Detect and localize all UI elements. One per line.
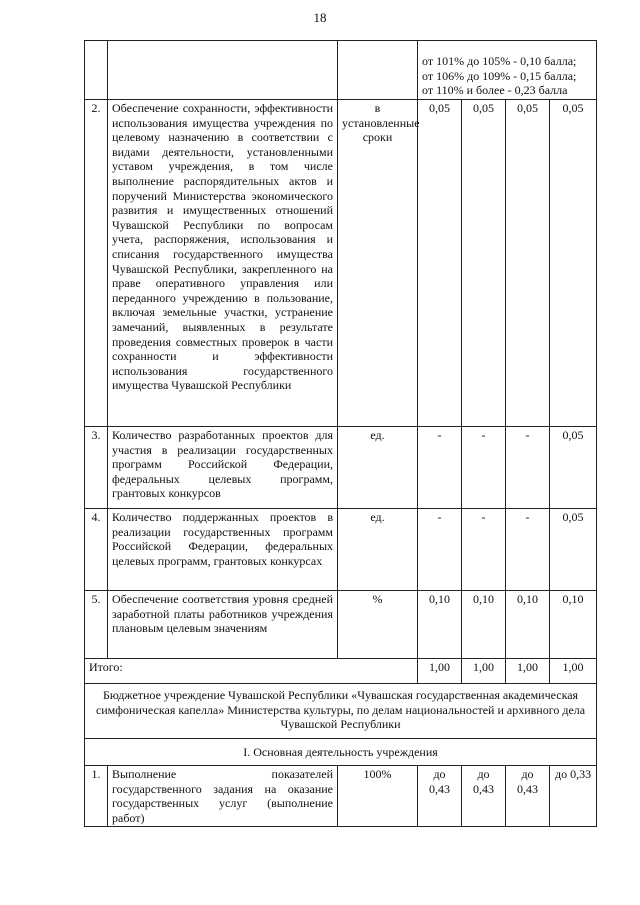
cell-value-2: -	[462, 427, 506, 509]
cell-value-1: 0,10	[418, 591, 462, 659]
total-value-1: 1,00	[418, 659, 462, 684]
value-prefix: до	[477, 767, 490, 781]
cell-name: Обеспечение сохранности, эффективности использования имущества учреждения по целевому назначению в соответствии с видами деятельности, установленными уставом учреждения, в том числе выполнение распорядительных актов и поручений Министерства экономического развития и имущественных отношений Чувашской Республики по вопросам учета, распоряжения, использования и списания государственного имущества Чувашской Республики, закрепленного на праве оперативного управления или переданного учреждению в пользование, включая земельные участки, устранение замечаний, выявленных в результате проведения совместных проверок в части сохранности и эффективности использования государственного имущества Чувашской Республики	[108, 100, 338, 427]
page-number: 18	[313, 10, 327, 25]
cell-num: 4.	[85, 509, 108, 591]
table-row	[85, 509, 597, 591]
cell-value-2: -	[462, 509, 506, 591]
total-value-2: 1,00	[462, 659, 506, 684]
cell-value-4: до 0,33	[550, 766, 597, 827]
cell-num: 1.	[85, 766, 108, 827]
table-row	[85, 100, 597, 427]
cell-name: Обеспечение соответствия уровня средней заработной платы работников учреждения плановым целевым значениям	[108, 591, 338, 659]
cell-name: Выполнение показателей государственного задания на оказание государственных услуг (выполнение работ)	[108, 766, 338, 827]
value-prefix: до	[433, 767, 446, 781]
cell-value-2	[462, 766, 506, 827]
scale-line: от 106% до 109% - 0,15 балла;	[422, 68, 577, 83]
cell-value-1: -	[418, 427, 462, 509]
table-row	[85, 591, 597, 659]
table-row-total	[85, 659, 597, 684]
value-prefix: до	[521, 767, 534, 781]
cell-unit: %	[338, 591, 418, 659]
cell-value-2: 0,10	[462, 591, 506, 659]
cell-score-scale	[418, 41, 597, 100]
cell-unit	[338, 41, 418, 100]
cell-name: Количество поддержанных проектов в реализации государственных программ Российской Федерации, федеральных целевых программ, грантовых конкурсах	[108, 509, 338, 591]
cell-unit: ед.	[338, 427, 418, 509]
cell-value-3: -	[506, 427, 550, 509]
total-value-3: 1,00	[506, 659, 550, 684]
table-row	[85, 427, 597, 509]
cell-num	[85, 41, 108, 100]
scale-line: от 110% и более - 0,23 балла	[422, 83, 568, 98]
cell-value-3: -	[506, 509, 550, 591]
value-number: 0,43	[473, 781, 494, 796]
cell-value-4: 0,10	[550, 591, 597, 659]
cell-value-3	[506, 766, 550, 827]
scale-line: от 101% до 105% - 0,10 балла;	[422, 54, 577, 69]
cell-num: 3.	[85, 427, 108, 509]
cell-value-3: 0,10	[506, 591, 550, 659]
cell-value-1: -	[418, 509, 462, 591]
table-row-institution	[85, 684, 597, 739]
cell-value-2: 0,05	[462, 100, 506, 427]
section-heading: I. Основная деятельность учреждения	[85, 739, 597, 766]
cell-name	[108, 41, 338, 100]
cell-value-4: 0,05	[550, 100, 597, 427]
value-number: 0,43	[517, 781, 538, 796]
value-number: 0,43	[429, 781, 450, 796]
indicator-table	[84, 40, 597, 827]
institution-heading: Бюджетное учреждение Чувашской Республики «Чувашская государственная академическая симфоническая капелла» Министерства культуры, по делам национальностей и архивного дела Чувашской Республики	[85, 684, 597, 739]
total-value-4: 1,00	[550, 659, 597, 684]
cell-unit: в установленные сроки	[338, 100, 418, 427]
cell-unit: ед.	[338, 509, 418, 591]
cell-value-3: 0,05	[506, 100, 550, 427]
table-row	[85, 766, 597, 827]
cell-value-1	[418, 766, 462, 827]
cell-value-4: 0,05	[550, 427, 597, 509]
table-row-section	[85, 739, 597, 766]
cell-num: 5.	[85, 591, 108, 659]
cell-num: 2.	[85, 100, 108, 427]
total-label: Итого:	[85, 659, 418, 684]
cell-value-1: 0,05	[418, 100, 462, 427]
table-row-continuation	[85, 41, 597, 100]
cell-name: Количество разработанных проектов для участия в реализации государственных программ Российской Федерации, федеральных целевых программ, грантовых конкурсов	[108, 427, 338, 509]
cell-unit: 100%	[338, 766, 418, 827]
cell-value-4: 0,05	[550, 509, 597, 591]
